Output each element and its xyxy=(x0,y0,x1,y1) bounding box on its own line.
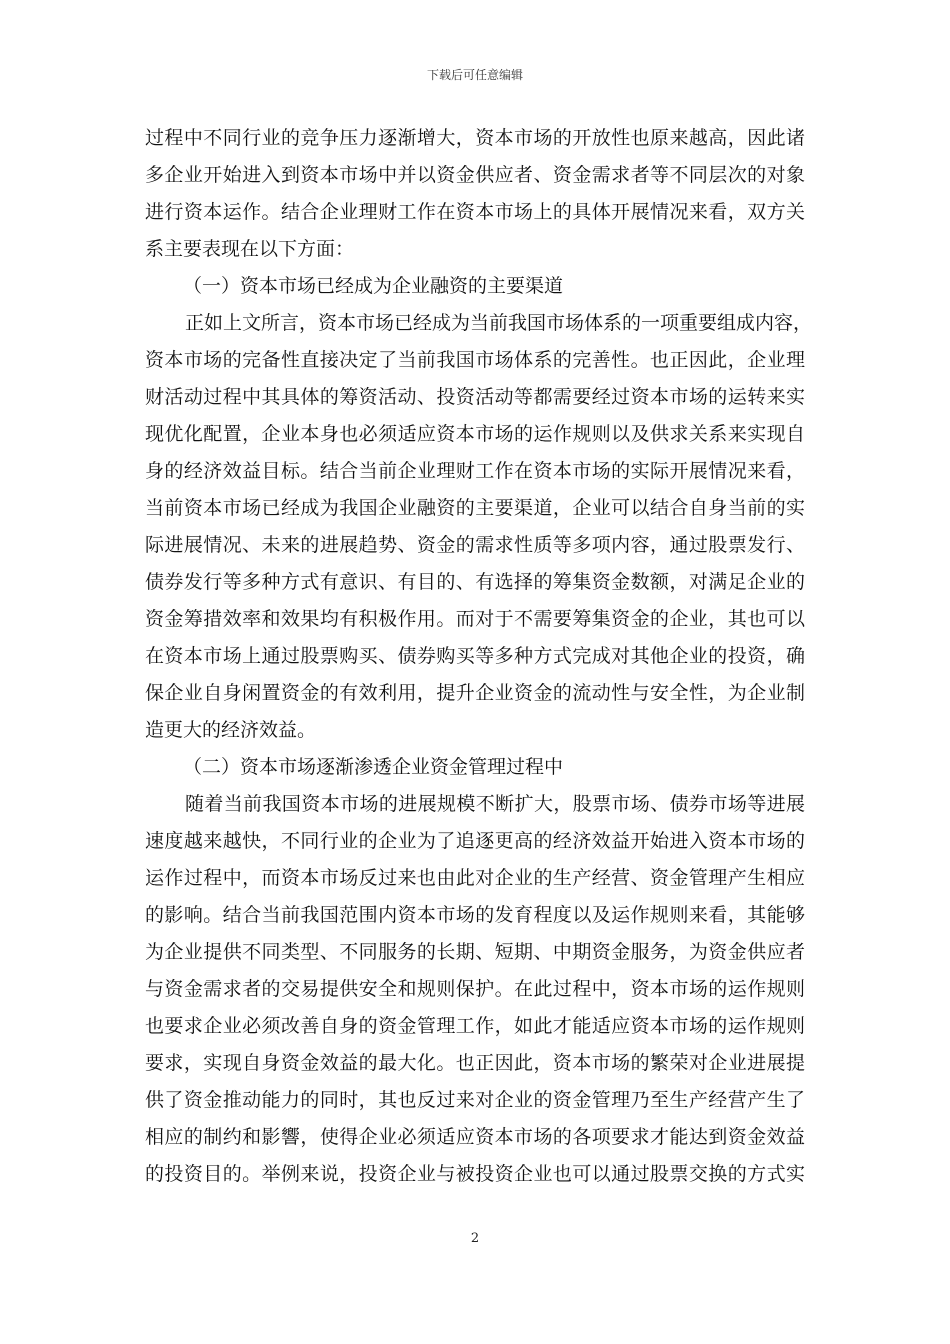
body-line: 也要求企业必须改善自身的资金管理工作，如此才能适应资本市场的运作规则 xyxy=(145,1015,805,1037)
body-line: 多企业开始进入到资本市场中并以资金供应者、资金需求者等不同层次的对象 xyxy=(145,164,805,186)
body-line: 为企业提供不同类型、不同服务的长期、短期、中期资金服务，为资金供应者 xyxy=(145,941,805,963)
document-body xyxy=(145,120,813,1193)
body-line: 进行资本运作。结合企业理财工作在资本市场上的具体开展情况来看，双方关 xyxy=(145,201,805,223)
body-line: 资本市场的完备性直接决定了当前我国市场体系的完善性。也正因此，企业理 xyxy=(145,349,805,371)
body-line: 系主要表现在以下方面： xyxy=(145,238,355,260)
body-line: 债券发行等多种方式有意识、有目的、有选择的筹集资金数额，对满足企业的 xyxy=(145,571,805,593)
body-line: 现优化配置，企业本身也必须适应资本市场的运作规则以及供求关系来实现自 xyxy=(145,423,805,445)
body-line: 正如上文所言，资本市场已经成为当前我国市场体系的一项重要组成内容， xyxy=(185,312,813,334)
body-line: 资金筹措效率和效果均有积极作用。而对于不需要筹集资金的企业，其也可以 xyxy=(145,608,805,630)
body-line: 造更大的经济效益。 xyxy=(145,719,317,741)
body-line: 运作过程中，而资本市场反过来也由此对企业的生产经营、资金管理产生相应 xyxy=(145,867,805,889)
page-header: 下载后可任意编辑 xyxy=(426,68,523,82)
body-line: 保企业自身闲置资金的有效利用，提升企业资金的流动性与安全性，为企业制 xyxy=(145,682,805,704)
body-line: 供了资金推动能力的同时，其也反过来对企业的资金管理乃至生产经营产生了 xyxy=(145,1089,805,1111)
section-heading: （一）资本市场已经成为企业融资的主要渠道 xyxy=(183,275,564,297)
body-line: 随着当前我国资本市场的进展规模不断扩大，股票市场、债券市场等进展 xyxy=(185,793,805,815)
body-line: 财活动过程中其具体的筹资活动、投资活动等都需要经过资本市场的运转来实 xyxy=(145,386,805,408)
body-line: 身的经济效益目标。结合当前企业理财工作在资本市场的实际开展情况来看， xyxy=(145,460,805,482)
body-line: 相应的制约和影響，使得企业必须适应资本市场的各项要求才能达到资金效益 xyxy=(145,1126,805,1148)
body-line: 过程中不同行业的竞争压力逐渐增大，资本市场的开放性也原来越高，因此诸 xyxy=(145,127,805,149)
body-line: 在资本市场上通过股票购买、债券购买等多种方式完成对其他企业的投资，确 xyxy=(145,645,805,667)
body-line: 的投资目的。举例来说，投资企业与被投资企业也可以通过股票交换的方式实 xyxy=(145,1163,805,1185)
body-line: 速度越来越快，不同行业的企业为了追逐更高的经济效益开始进入资本市场的 xyxy=(145,830,805,852)
page-number: 2 xyxy=(470,1231,480,1246)
body-line: 与资金需求者的交易提供安全和规则保护。在此过程中，资本市场的运作规则 xyxy=(145,978,805,1000)
body-line: 要求，实现自身资金效益的最大化。也正因此，资本市场的繁荣对企业进展提 xyxy=(145,1052,805,1074)
body-line: 的影响。结合当前我国范围内资本市场的发育程度以及运作规则来看，其能够 xyxy=(145,904,805,926)
section-heading: （二）资本市场逐渐渗透企业资金管理过程中 xyxy=(183,756,564,778)
body-line: 际进展情况、未来的进展趋势、资金的需求性质等多项内容，通过股票发行、 xyxy=(145,534,805,556)
body-line: 当前资本市场已经成为我国企业融资的主要渠道，企业可以结合自身当前的实 xyxy=(145,497,805,519)
